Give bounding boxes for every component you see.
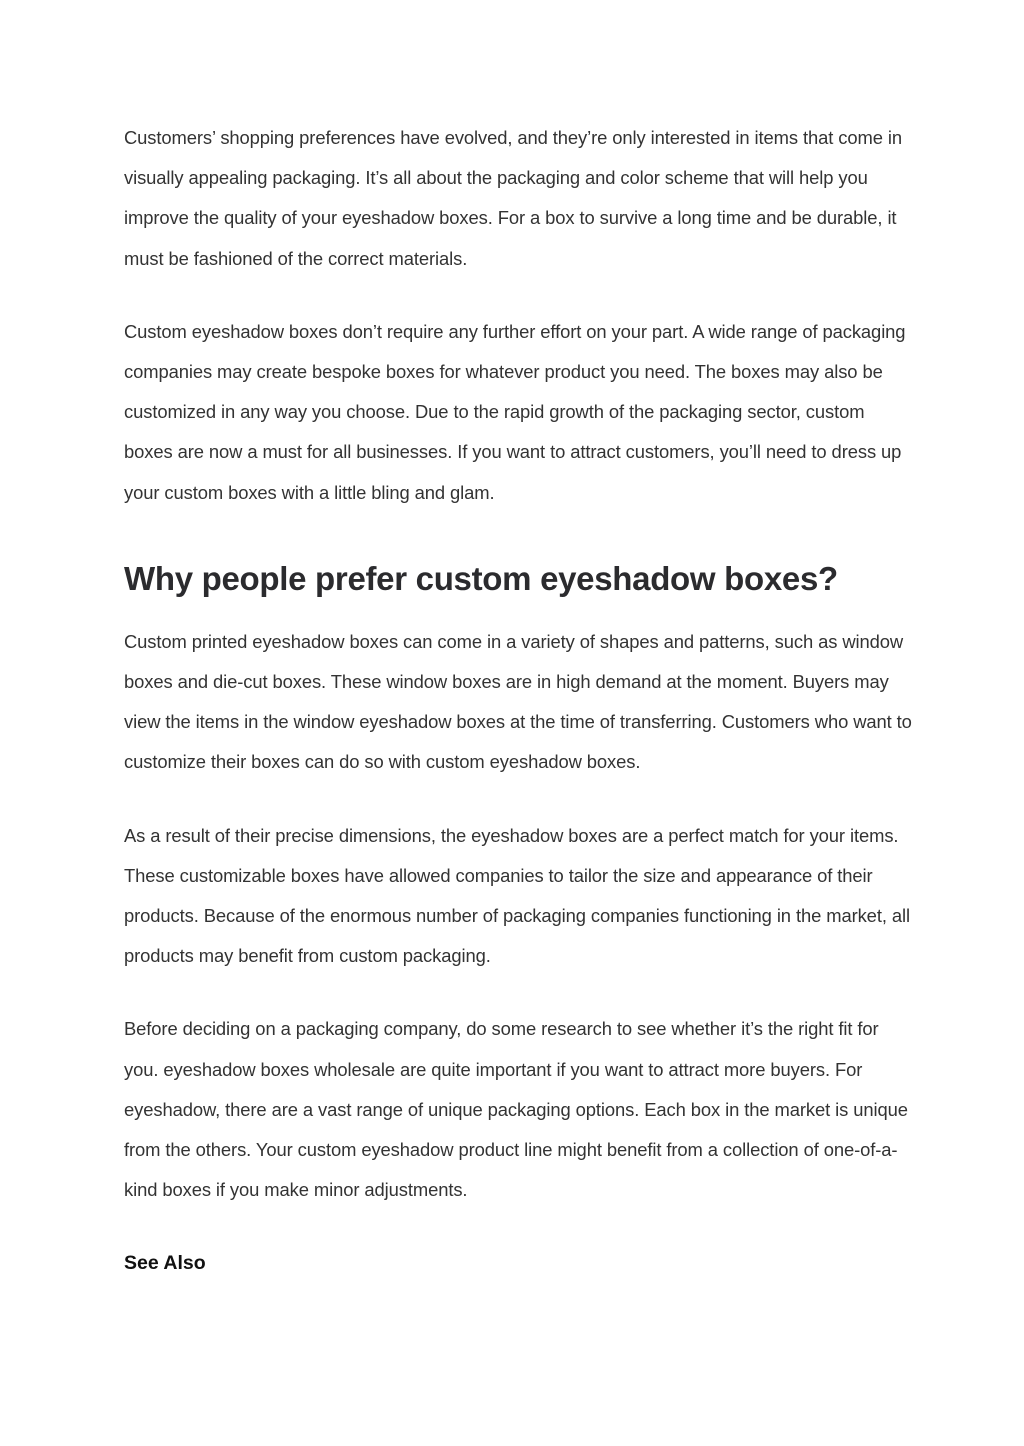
- section-heading: Why people prefer custom eyeshadow boxes?: [124, 559, 838, 597]
- paragraph: Before deciding on a packaging company, do some research to see whether it’s the right fit for you. eyeshadow boxes wholesale are quite important if you want to attract more buyers. For eyeshadow, there are a vast range of unique packaging options. Each box in the market is unique from the others. Your custom eyeshadow product line might benefit from a collection of one-of-a-kind boxes if you make minor adjustments.: [124, 1018, 908, 1201]
- article: [124, 118, 914, 1276]
- paragraph: Custom eyeshadow boxes don’t require any further effort on your part. A wide range of packaging companies may create bespoke boxes for whatever product you need. The boxes may also be customized in any way you choose. Due to the rapid growth of the packaging sector, custom boxes are now a must for all businesses. If you want to attract customers, you’ll need to dress up your custom boxes with a little bling and glam.: [124, 320, 906, 503]
- see-also-heading: See Also: [124, 1252, 206, 1275]
- paragraph: Custom printed eyeshadow boxes can come in a variety of shapes and patterns, such as window boxes and die-cut boxes. These window boxes are in high demand at the moment. Buyers may view the items in the window eyeshadow boxes at the time of transferring. Customers who want to customize their boxes can do so with custom eyeshadow boxes.: [124, 630, 912, 773]
- paragraph: Customers’ shopping preferences have evolved, and they’re only interested in items that come in visually appealing packaging. It’s all about the packaging and color scheme that will help you improve the quality of your eyeshadow boxes. For a box to survive a long time and be durable, it must be fashioned of the correct materials.: [124, 127, 902, 269]
- paragraph: As a result of their precise dimensions, the eyeshadow boxes are a perfect match for your items. These customizable boxes have allowed companies to tailor the size and appearance of their products. Because of the enormous number of packaging companies functioning in the market, all products may benefit from custom packaging.: [124, 824, 910, 967]
